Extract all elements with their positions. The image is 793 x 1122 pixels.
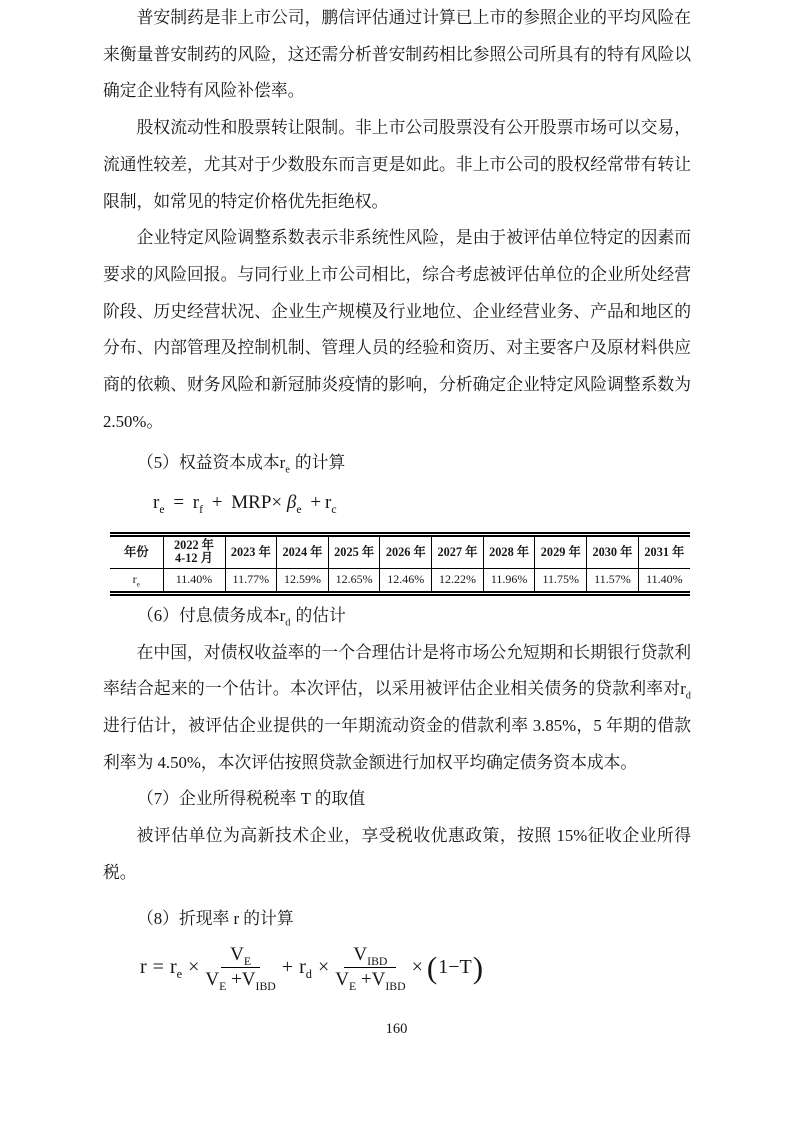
value-cell: 11.40% — [638, 568, 690, 593]
fraction-debt-weight — [335, 944, 405, 991]
header-2028: 2028 年 — [483, 534, 535, 568]
header-2026: 2026 年 — [380, 534, 432, 568]
left-paren: ( — [426, 950, 438, 986]
times-sign: × — [188, 956, 200, 979]
fraction-numerator: $V_{IBD}$ — [344, 944, 396, 968]
value-cell: 11.75% — [535, 568, 587, 593]
header-2024: 2024 年 — [277, 534, 329, 568]
header-year: 年份 — [110, 534, 163, 568]
heading-cost-of-equity — [103, 445, 691, 482]
table-value-row — [110, 568, 690, 593]
plus-sign: + — [310, 492, 322, 514]
variable-rd: $r_d$ — [279, 605, 291, 629]
page-content — [103, 0, 691, 991]
paragraph-specific-risk-adjustment: 企业特定风险调整系数表示非系统性风险，是由于被评估单位特定的因素而要求的风险回报。与同行业上市公司相比，综合考虑被评估单位的企业所处经营阶段、历史经营状况、企业生产规模及行业地位、企业经营业务、产品和地区的分布、内部管理及控制机制、管理人员的经验和资历、对主要客户及原材料供应商的依赖、财务风险和新冠肺炎疫情的影响，分析确定企业特定风险调整系数为2.50%。 — [103, 228, 691, 431]
value-cell: 12.46% — [380, 568, 432, 593]
paragraph-liquidity-restriction: 股权流动性和股票转让限制。非上市公司股票没有公开股票市场可以交易，流通性较差，尤其对于少数股东而言更是如此。非上市公司的股权经常带有转让限制，如常见的特定价格优先拒绝权。 — [103, 118, 691, 211]
equals-sign: = — [152, 956, 164, 979]
plus-sign: + — [281, 956, 294, 979]
row-label-re: $r_e$ — [132, 572, 140, 589]
fraction-equity-weight — [205, 944, 275, 991]
value-cell: 11.57% — [587, 568, 639, 593]
fraction-denominator: $V_E +V_{IBD}$ — [335, 969, 406, 993]
var-beta: $\beta_e$ — [286, 492, 302, 516]
value-cell: 11.40% — [163, 568, 225, 593]
header-2025: 2025 年 — [328, 534, 380, 568]
formula-discount-rate — [137, 944, 484, 991]
var-rd: $r_d$ — [299, 956, 312, 982]
header-2022: 2022 年 4-12 月 — [163, 534, 225, 568]
var-r: r — [140, 956, 147, 979]
one-minus-t: 1−T — [438, 956, 472, 979]
heading-suffix: 的计算 — [294, 453, 346, 473]
plus-sign: + — [211, 492, 223, 514]
fraction-numerator: $V_E$ — [221, 944, 260, 968]
heading-text: （6）付息债务成本 — [137, 605, 280, 625]
formula-cost-of-equity — [153, 485, 691, 522]
value-cell: 11.77% — [225, 568, 277, 593]
variable-rd-inline: $r_d$ — [680, 679, 691, 702]
paragraph-unlisted-company-risk: 普安制药是非上市公司，鹏信评估通过计算已上市的参照企业的平均风险在来衡量普安制药的风险，这还需分析普安制药相比参照公司所具有的特有风险以确定企业特有风险补偿率。 — [103, 8, 691, 101]
var-mrp: MRP — [231, 492, 272, 514]
var-rc: $r_c$ — [325, 492, 337, 516]
var-re: $r_e$ — [153, 492, 165, 516]
value-cell: 11.96% — [483, 568, 535, 593]
heading-debt-cost — [103, 598, 691, 635]
heading-income-tax: （7）企业所得税税率 T 的取值 — [137, 789, 366, 809]
header-2029: 2029 年 — [535, 534, 587, 568]
var-rf: $r_f$ — [192, 492, 204, 516]
page-number: 160 — [385, 1021, 408, 1037]
paragraph-income-tax: 被评估单位为高新技术企业，享受税收优惠政策，按照 15%征收企业所得税。 — [103, 826, 691, 882]
value-cell: 12.22% — [432, 568, 484, 593]
right-paren: ) — [472, 950, 484, 986]
header-2027: 2027 年 — [432, 534, 484, 568]
heading-text: （5）权益资本成本 — [137, 453, 280, 473]
paragraph-debt-cost-estimate: 在中国，对债权收益率的一个合理估计是将市场公允短期和长期银行贷款利率结合起来的一个估计。本次评估，以采用被评估企业相关债务的贷款利率对$r_d$进行估计，被评估企业提供的一年期流动资金的借款利率 3.85%，5 年期的借款利率为 4.50%，本次评估按照贷款金额进行加权平均确定债务资本成本。 — [103, 642, 691, 772]
value-cell: 12.59% — [277, 568, 329, 593]
times-sign: × — [317, 956, 330, 979]
header-2023: 2023 年 — [225, 534, 277, 568]
table-header-row — [110, 534, 690, 568]
fraction-denominator: $V_E +V_{IBD}$ — [205, 969, 276, 993]
equals-sign: = — [173, 492, 185, 514]
cost-of-equity-table — [110, 532, 690, 596]
header-2031: 2031 年 — [638, 534, 690, 568]
times-sign: × — [411, 956, 423, 979]
header-2030: 2030 年 — [587, 534, 639, 568]
heading-suffix: 的估计 — [295, 605, 346, 625]
value-cell: 12.65% — [328, 568, 380, 593]
var-re: $r_e$ — [169, 956, 183, 982]
heading-discount-rate: （8）折现率 r 的计算 — [137, 909, 294, 929]
times-sign: × — [271, 492, 283, 514]
variable-re: $r_e$ — [279, 453, 290, 476]
